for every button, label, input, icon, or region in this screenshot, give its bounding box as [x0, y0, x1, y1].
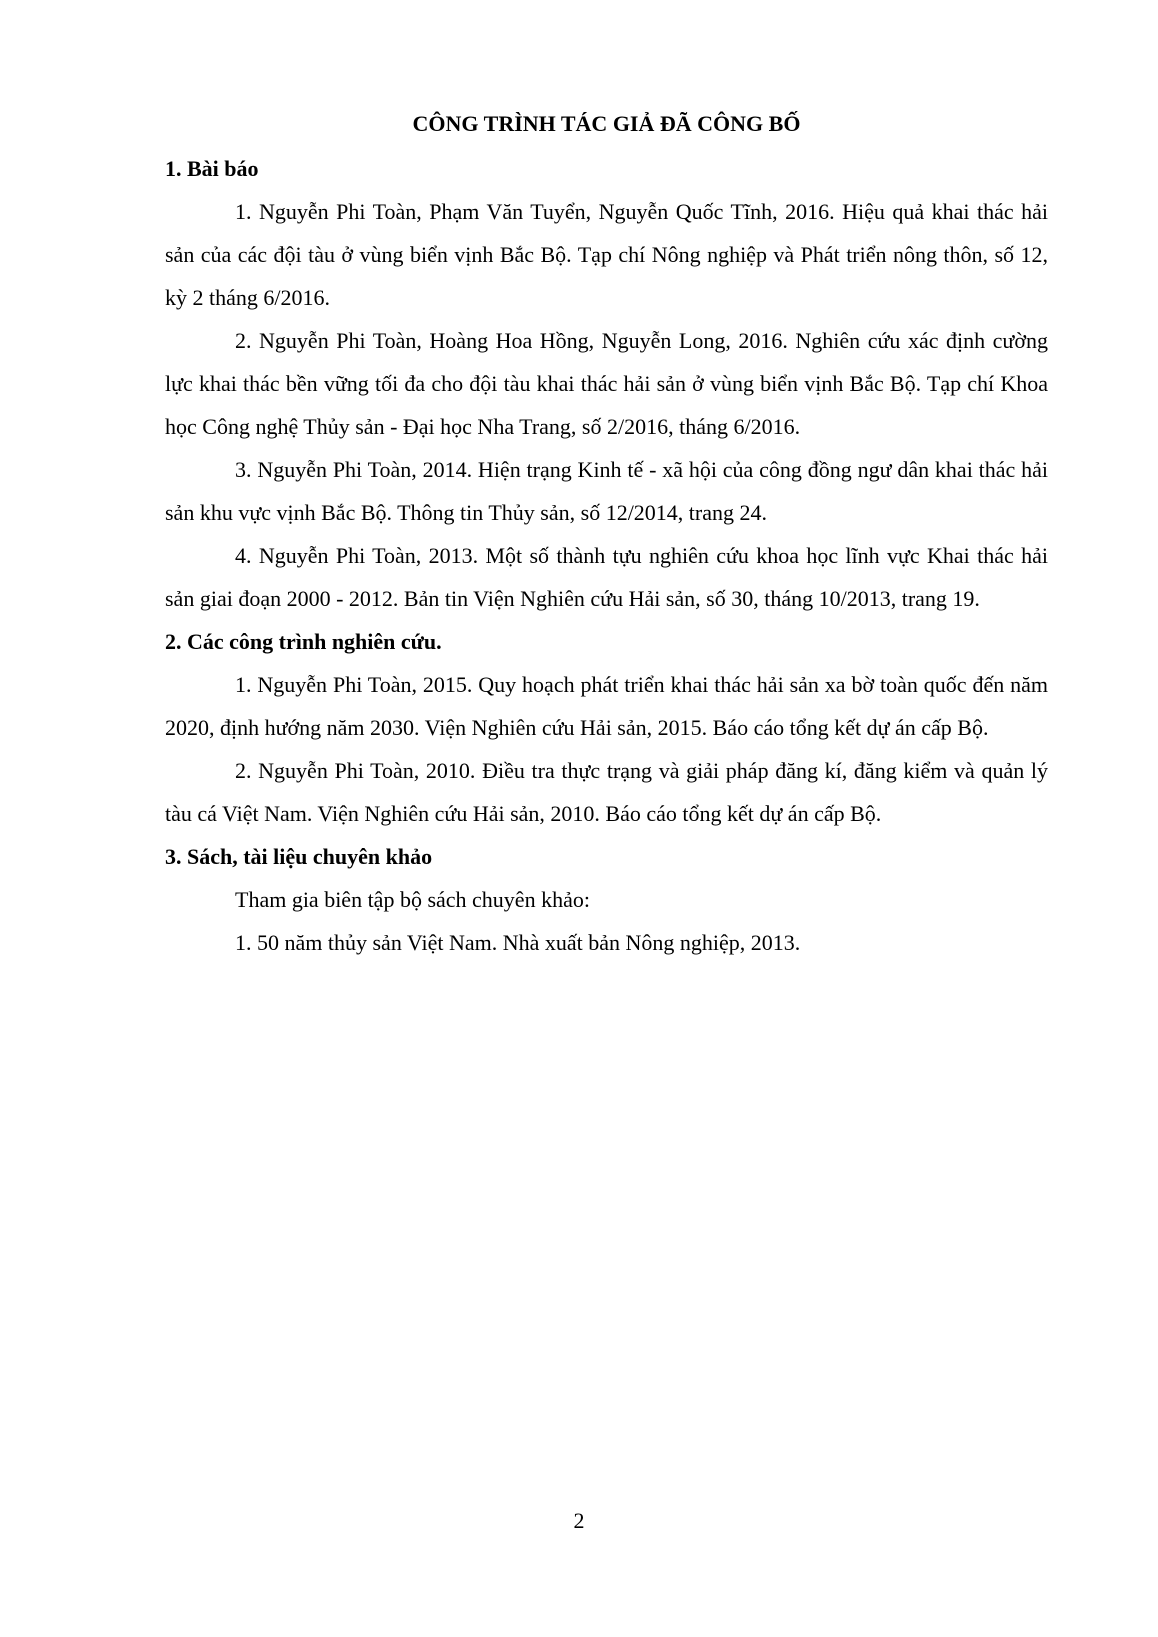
section-heading-books: 3. Sách, tài liệu chuyên khảo	[165, 844, 433, 869]
article-entry-3: 3. Nguyễn Phi Toàn, 2014. Hiện trạng Kinh tế - xã hội của công đồng ngư dân khai thác hải sản khu vực vịnh Bắc Bộ. Thông tin Thủy sản, số 12/2014, trang 24.	[165, 457, 1048, 525]
section-heading-articles: 1. Bài báo	[165, 156, 259, 181]
article-entry-2: 2. Nguyễn Phi Toàn, Hoàng Hoa Hồng, Nguyễn Long, 2016. Nghiên cứu xác định cường lực khai thác bền vững tối đa cho đội tàu khai thác hải sản ở vùng biển vịnh Bắc Bộ. Tạp chí Khoa học Công nghệ Thủy sản - Đại học Nha Trang, số 2/2016, tháng 6/2016.	[165, 328, 1048, 439]
book-entry-1: 1. 50 năm thủy sản Việt Nam. Nhà xuất bản Nông nghiệp, 2013.	[235, 930, 801, 955]
page-content	[165, 102, 1048, 964]
page-number: 2	[573, 1508, 585, 1533]
research-entry-2: 2. Nguyễn Phi Toàn, 2010. Điều tra thực trạng và giải pháp đăng kí, đăng kiểm và quản lý tàu cá Việt Nam. Viện Nghiên cứu Hải sản, 2010. Báo cáo tổng kết dự án cấp Bộ.	[165, 758, 1048, 826]
section-heading-research: 2. Các công trình nghiên cứu.	[165, 629, 442, 654]
research-entry-1: 1. Nguyễn Phi Toàn, 2015. Quy hoạch phát triển khai thác hải sản xa bờ toàn quốc đến năm 2020, định hướng năm 2030. Viện Nghiên cứu Hải sản, 2015. Báo cáo tổng kết dự án cấp Bộ.	[165, 672, 1048, 740]
article-entry-4: 4. Nguyễn Phi Toàn, 2013. Một số thành tựu nghiên cứu khoa học lĩnh vực Khai thác hải sản giai đoạn 2000 - 2012. Bản tin Viện Nghiên cứu Hải sản, số 30, tháng 10/2013, trang 19.	[165, 543, 1048, 611]
article-entry-1: 1. Nguyễn Phi Toàn, Phạm Văn Tuyển, Nguyễn Quốc Tĩnh, 2016. Hiệu quả khai thác hải sản của các đội tàu ở vùng biển vịnh Bắc Bộ. Tạp chí Nông nghiệp và Phát triển nông thôn, số 12, kỳ 2 tháng 6/2016.	[165, 199, 1048, 310]
books-intro: Tham gia biên tập bộ sách chuyên khảo:	[235, 887, 590, 912]
document-title: CÔNG TRÌNH TÁC GIẢ ĐÃ CÔNG BỐ	[412, 111, 801, 136]
